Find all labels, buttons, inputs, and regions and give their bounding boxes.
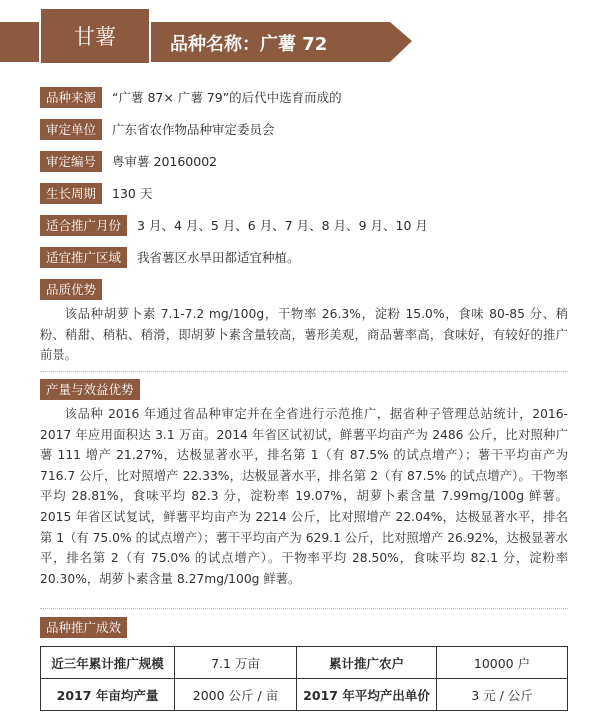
table-cell: 7.1 万亩 (175, 647, 297, 679)
value-region: 我省薯区水旱田都适宜种植。 (137, 250, 300, 265)
section-promotion-header (40, 616, 127, 638)
info-row-months (40, 214, 428, 236)
table-cell: 累计推广农户 (297, 647, 437, 679)
info-row-authority (40, 118, 275, 140)
table-cell: 10000 户 (437, 647, 568, 679)
table-cell: 2017 年平均产出单价 (297, 679, 437, 711)
section-yield-header (40, 378, 140, 400)
info-row-source (40, 86, 342, 108)
table-cell: 2017 年亩均产量 (41, 679, 175, 711)
value-growth-cycle: 130 天 (112, 186, 153, 201)
label-growth-cycle: 生长周期 (40, 183, 102, 204)
divider (40, 608, 568, 609)
quality-paragraph: 该品种胡萝卜素 7.1-7.2 mg/100g，干物率 26.3%，淀粉 15.0%，食味 80-85 分、稍粉、稍甜、稍粘、稍滑，即胡萝卜素含量较高，薯形美观，商品薯率高，食味好，有较好的推广前景。 (40, 307, 568, 363)
label-quality: 品质优势 (40, 279, 102, 300)
info-row-approval-number (40, 150, 217, 172)
table-cell: 3 元 / 公斤 (437, 679, 568, 711)
value-authority: 广东省农作物品种审定委员会 (112, 122, 275, 137)
table-row (41, 679, 568, 711)
info-row-region (40, 246, 300, 268)
label-region: 适宜推广区域 (40, 247, 127, 268)
table-row (41, 647, 568, 679)
yield-paragraph: 该品种 2016 年通过省品种审定并在全省进行示范推广，据省种子管理总站统计，2016-2017 年应用面积达 3.1 万亩。2014 年省区试初试，鲜薯平均亩产为 2486 公斤，比对照种广薯 111 增产 21.27%，达极显著水平，排名第 1（有 87.5% 的试点增产）；薯干平均亩产为 716.7 公斤，比对照增产 22.33%，达极显著水平，排名第 2（有 87.5% 的试点增产）。干物率平均 28.81%，食味平均 82.3 分，淀粉率 19.07%，胡萝卜素含量 7.99mg/100g 鲜薯。2015 年省区试复试，鲜薯平均亩产为 2214 公斤，比对照增产 22.04%，达极显著水平，排名第 1（有 75.0% 的试点增产）；薯干平均亩产为 629.1 公斤，比对照增产 26.92%，达极显著水平，排名第 2（有 75.0% 的试点增产）。干物率平均 28.50%，食味平均 82.1 分，淀粉率 20.30%，胡萝卜素含量 8.27mg/100g 鲜薯。 (40, 407, 568, 586)
label-yield: 产量与效益优势 (40, 379, 140, 400)
table-cell: 2000 公斤 / 亩 (175, 679, 297, 711)
label-approval-number: 审定编号 (40, 151, 102, 172)
crop-category: 甘薯 (74, 25, 116, 49)
label-promotion: 品种推广成效 (40, 617, 127, 638)
value-approval-number: 粤审薯 20160002 (112, 154, 218, 169)
promotion-table (40, 646, 568, 711)
label-source: 品种来源 (40, 87, 102, 108)
info-row-growth-cycle (40, 182, 152, 204)
variety-title: 品种名称：广薯 72 (170, 34, 328, 55)
table-cell: 近三年累计推广规模 (41, 647, 175, 679)
header-banner (0, 0, 612, 80)
divider (40, 371, 568, 372)
value-months: 3 月、4 月、5 月、6 月、7 月、8 月、9 月、10 月 (137, 218, 428, 233)
value-source: “广薯 87× 广薯 79”的后代中选育而成的 (112, 90, 342, 105)
label-authority: 审定单位 (40, 119, 102, 140)
label-months: 适合推广月份 (40, 215, 127, 236)
section-quality-header (40, 278, 102, 300)
